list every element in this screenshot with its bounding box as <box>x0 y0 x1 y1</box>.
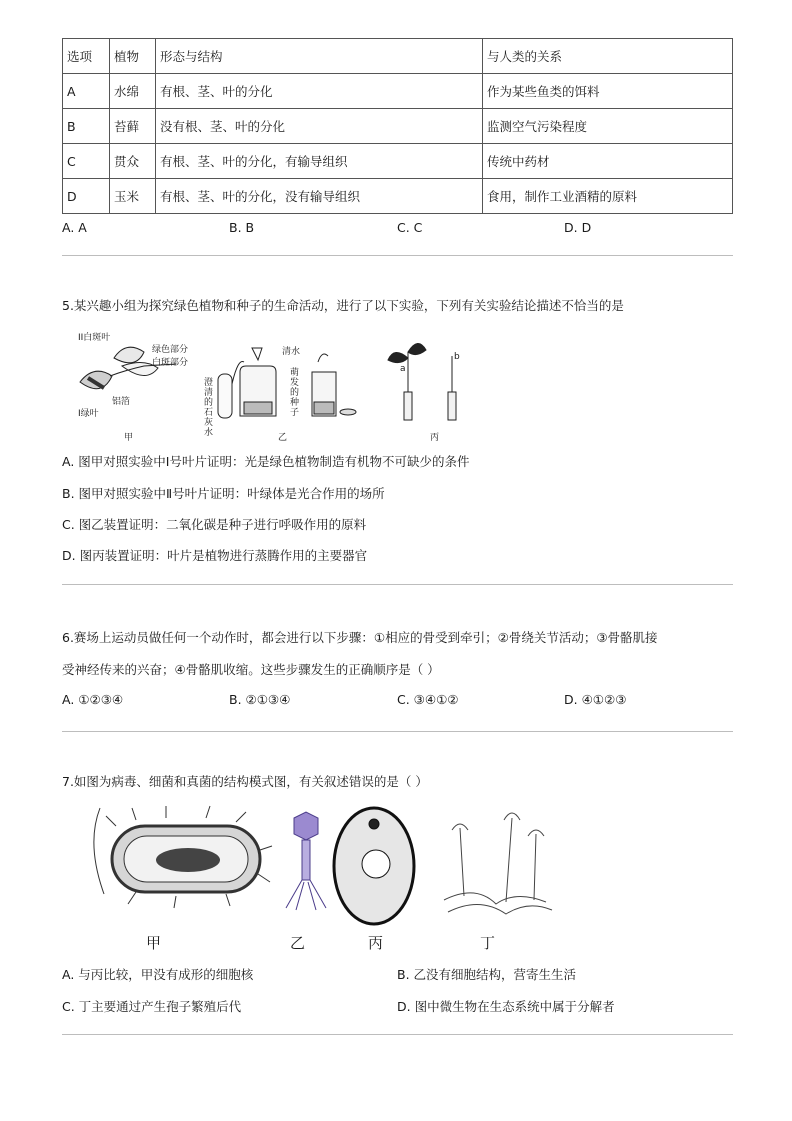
table-cell: 食用，制作工业酒精的原料 <box>483 179 733 214</box>
q4-choice-c[interactable]: C. C <box>397 220 423 235</box>
q6-choice-a[interactable]: A. ①②③④ <box>62 692 124 707</box>
q5-choice-a[interactable]: A. 图甲对照实验中I号叶片证明：光是绿色植物制造有机物不可缺少的条件 <box>62 454 470 469</box>
label-yi: 乙 <box>278 433 288 443</box>
fungus-cell-drawing <box>334 808 414 924</box>
table-row <box>63 144 733 179</box>
q7-figure-drawing <box>76 804 556 932</box>
q7-choice-d[interactable]: D. 图中微生物在生态系统中属于分解者 <box>397 999 615 1014</box>
label-leaf2: II白斑叶 <box>78 333 111 343</box>
label-foil: 铝箔 <box>112 397 131 407</box>
label-seeds: 萌发的种子 <box>290 368 300 418</box>
table-cell: 作为某些鱼类的饵料 <box>483 74 733 109</box>
q4-choice-b[interactable]: B. B <box>229 220 255 235</box>
q5-figure-drawing <box>66 322 466 442</box>
label-plant-a: a <box>400 364 406 374</box>
divider <box>62 584 733 585</box>
header-cell: 选项 <box>63 39 110 74</box>
label-yi: 乙 <box>290 934 306 952</box>
bacterium-drawing <box>94 806 272 908</box>
table-cell: 没有根、茎、叶的分化 <box>156 109 483 144</box>
label-jia: 甲 <box>146 934 162 952</box>
options-table <box>62 38 733 214</box>
table-cell: 有根、茎、叶的分化，没有输导组织 <box>156 179 483 214</box>
table-row <box>63 74 733 109</box>
q5-choice-b[interactable]: B. 图甲对照实验中Ⅱ号叶片证明：叶绿体是光合作用的场所 <box>62 486 385 501</box>
q4-choice-d[interactable]: D. D <box>564 220 592 235</box>
table-row <box>63 179 733 214</box>
label-water: 清水 <box>282 347 301 357</box>
q6-choice-b[interactable]: B. ②①③④ <box>229 692 291 707</box>
label-leaf1: I绿叶 <box>78 409 99 419</box>
virus-drawing <box>286 812 326 910</box>
label-bing: 丙 <box>430 433 440 443</box>
q7-choice-b[interactable]: B. 乙没有细胞结构，营寄生生活 <box>397 967 577 982</box>
label-jia: 甲 <box>124 433 134 443</box>
label-white-part: 白斑部分 <box>152 358 189 368</box>
apparatus-drawing <box>218 348 356 418</box>
q6-choice-c[interactable]: C. ③④①② <box>397 692 459 707</box>
table-cell: 有根、茎、叶的分化，有输导组织 <box>156 144 483 179</box>
q6-stem-line2: 受神经传来的兴奋；④骨骼肌收缩。这些步骤发生的正确顺序是（ ） <box>62 662 440 677</box>
divider <box>62 1034 733 1035</box>
header-cell: 形态与结构 <box>156 39 483 74</box>
label-limewater: 澄清的石灰水 <box>204 378 214 438</box>
table-cell: 有根、茎、叶的分化 <box>156 74 483 109</box>
header-cell: 植物 <box>110 39 156 74</box>
table-cell: 贯众 <box>110 144 156 179</box>
table-header-row <box>63 39 733 74</box>
q5-choice-c[interactable]: C. 图乙装置证明：二氧化碳是种子进行呼吸作用的原料 <box>62 517 367 532</box>
q5-choice-d[interactable]: D. 图丙装置证明：叶片是植物进行蒸腾作用的主要器官 <box>62 548 368 563</box>
q7-stem: 7.如图为病毒、细菌和真菌的结构模式图，有关叙述错误的是（ ） <box>62 774 428 789</box>
table-cell: 监测空气污染程度 <box>483 109 733 144</box>
q4-choice-a[interactable]: A. A <box>62 220 87 235</box>
q5-figure <box>66 322 466 442</box>
label-bing: 丙 <box>368 934 384 952</box>
q6-stem-line1: 6.赛场上运动员做任何一个动作时，都会进行以下步骤：①相应的骨受到牵引；②骨绕关节活动；③骨骼肌接 <box>62 630 658 645</box>
plant-drawing <box>388 343 456 420</box>
label-ding: 丁 <box>480 934 496 952</box>
q5-stem: 5.某兴趣小组为探究绿色植物和种子的生命活动，进行了以下实验，下列有关实验结论描述不恰当的是 <box>62 298 624 313</box>
table-cell: 水绵 <box>110 74 156 109</box>
table-cell: D <box>63 179 110 214</box>
divider <box>62 255 733 256</box>
q6-choice-d[interactable]: D. ④①②③ <box>564 692 627 707</box>
q7-figure <box>76 804 556 952</box>
table-cell: 玉米 <box>110 179 156 214</box>
q7-choice-c[interactable]: C. 丁主要通过产生孢子繁殖后代 <box>62 999 242 1014</box>
mold-drawing <box>444 813 552 914</box>
table-row <box>63 109 733 144</box>
table-cell: 苔藓 <box>110 109 156 144</box>
label-plant-b: b <box>454 352 460 362</box>
table-cell: 传统中药材 <box>483 144 733 179</box>
table-cell: B <box>63 109 110 144</box>
table-cell: C <box>63 144 110 179</box>
q7-choice-a[interactable]: A. 与丙比较，甲没有成形的细胞核 <box>62 967 254 982</box>
header-cell: 与人类的关系 <box>483 39 733 74</box>
divider <box>62 731 733 732</box>
label-green-part: 绿色部分 <box>152 345 189 355</box>
table-cell: A <box>63 74 110 109</box>
